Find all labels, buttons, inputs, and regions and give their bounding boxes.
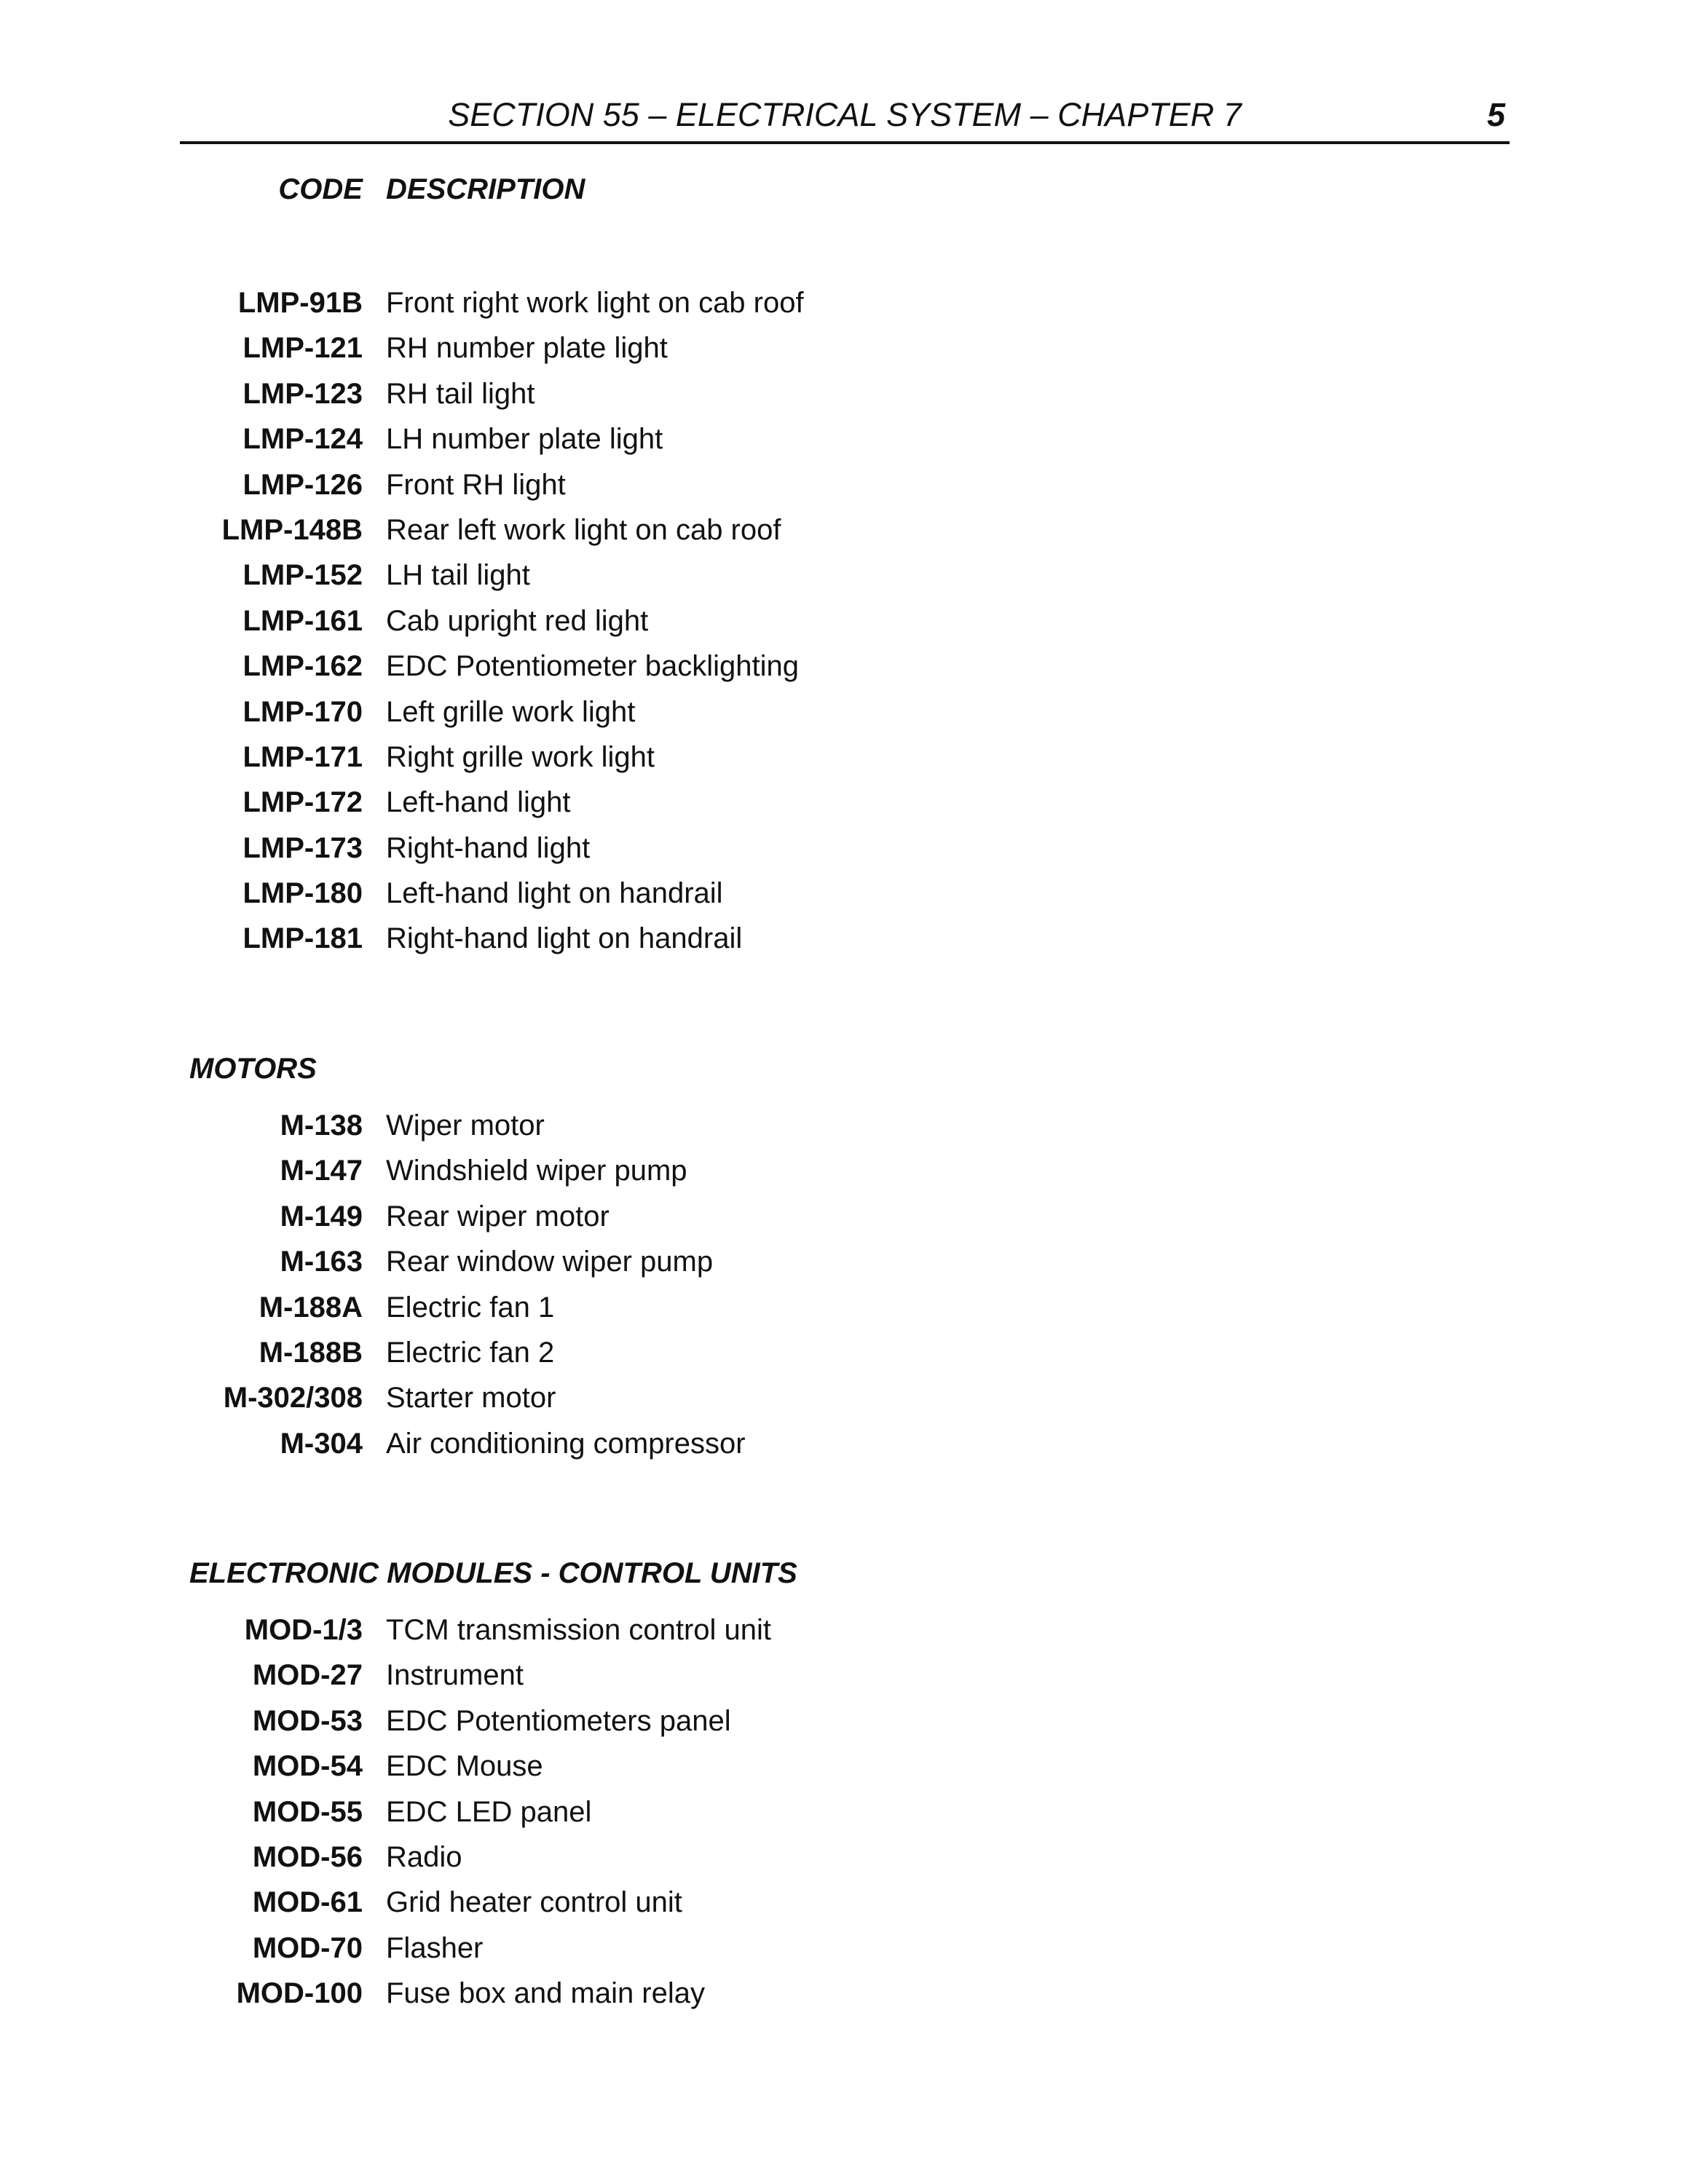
list-item [0,1194,1688,1239]
item-code: MOD-100 [236,1977,363,2010]
list-item [0,1698,1688,1744]
item-description: TCM transmission control unit [386,1614,772,1646]
item-code: LMP-180 [242,877,363,910]
list-item [0,416,1688,462]
item-description: Left-hand light on handrail [386,877,723,910]
item-code: M-149 [280,1200,363,1233]
item-code: LMP-181 [242,922,363,955]
list-item [0,735,1688,780]
item-description: Left grille work light [386,695,636,728]
motors-list [0,1103,1688,1466]
item-description: EDC Potentiometers panel [386,1704,731,1737]
item-description: Front right work light on cab roof [386,287,804,319]
item-code: LMP-123 [242,377,363,410]
list-item [0,1926,1688,1971]
item-description: Grid heater control unit [386,1886,682,1919]
item-description: Fuse box and main relay [386,1977,706,2010]
list-item [0,1744,1688,1789]
item-code: LMP-126 [242,468,363,501]
item-code: LMP-91B [237,287,363,319]
page-header [180,80,1510,144]
item-description: Rear window wiper pump [386,1246,714,1278]
item-code: MOD-53 [252,1704,363,1737]
list-item [0,1607,1688,1653]
item-description: Cab upright red light [386,604,649,637]
list-item [0,1103,1688,1148]
item-code: LMP-121 [242,332,363,365]
list-item [0,871,1688,916]
item-description: Right-hand light on handrail [386,922,743,955]
list-item [0,1421,1688,1466]
item-description: RH number plate light [386,332,668,365]
item-code: MOD-55 [252,1795,363,1828]
item-code: LMP-170 [242,695,363,728]
item-description: Left-hand light [386,786,571,819]
lamps-list [0,280,1688,962]
item-description: LH tail light [386,559,530,592]
item-description: Electric fan 2 [386,1336,555,1369]
item-code: MOD-56 [252,1840,363,1873]
list-item [0,507,1688,553]
page-number: 5 [1486,96,1505,133]
item-code: M-163 [280,1246,363,1278]
item-code: MOD-70 [252,1931,363,1964]
item-code: LMP-171 [242,740,363,773]
list-item [0,1880,1688,1925]
item-code: M-188B [259,1336,363,1369]
list-item [0,1285,1688,1330]
item-code: LMP-148B [221,513,363,546]
list-item [0,689,1688,735]
list-item [0,826,1688,871]
list-item [0,1375,1688,1420]
list-item [0,462,1688,507]
item-code: M-188A [259,1291,363,1324]
item-code: MOD-1/3 [244,1614,363,1646]
list-item [0,1148,1688,1193]
list-item [0,1835,1688,1880]
list-item [0,780,1688,825]
item-description: Right grille work light [386,740,655,773]
item-code: MOD-61 [252,1886,363,1919]
item-description: EDC Potentiometer backlighting [386,650,799,683]
list-item [0,280,1688,325]
item-description: Air conditioning compressor [386,1427,746,1460]
item-code: LMP-172 [242,786,363,819]
item-code: LMP-162 [242,650,363,683]
item-code: MOD-27 [252,1659,363,1692]
item-description: Rear wiper motor [386,1200,610,1233]
list-item [0,1653,1688,1698]
item-description: LH number plate light [386,423,663,456]
list-item [0,1239,1688,1284]
list-item [0,553,1688,598]
item-description: Radio [386,1840,462,1873]
list-item [0,644,1688,689]
column-header-description: DESCRIPTION [386,173,585,205]
item-description: Windshield wiper pump [386,1155,687,1187]
item-description: Electric fan 1 [386,1291,555,1324]
column-header-code: CODE [278,173,363,205]
list-item [0,916,1688,961]
list-item [0,325,1688,371]
item-description: EDC LED panel [386,1795,592,1828]
list-item [0,598,1688,644]
item-code: LMP-173 [242,831,363,864]
item-code: LMP-161 [242,604,363,637]
item-description: Front RH light [386,468,566,501]
item-code: M-147 [280,1155,363,1187]
item-code: MOD-54 [252,1750,363,1783]
item-code: M-304 [280,1427,363,1460]
item-code: LMP-152 [242,559,363,592]
item-description: EDC Mouse [386,1750,543,1783]
list-item [0,1330,1688,1375]
item-description: Wiper motor [386,1109,545,1142]
item-description: Rear left work light on cab roof [386,513,781,546]
section-heading-modules: ELECTRONIC MODULES - CONTROL UNITS [189,1557,797,1589]
item-description: Right-hand light [386,831,591,864]
item-description: RH tail light [386,377,535,410]
item-description: Flasher [386,1931,484,1964]
modules-list [0,1607,1688,2017]
list-item [0,371,1688,416]
section-heading-motors: MOTORS [189,1053,317,1085]
list-item [0,1789,1688,1835]
item-description: Starter motor [386,1382,556,1415]
item-code: M-138 [280,1109,363,1142]
item-description: Instrument [386,1659,524,1692]
item-code: M-302/308 [223,1382,363,1415]
list-item [0,1971,1688,2016]
section-title: SECTION 55 – ELECTRICAL SYSTEM – CHAPTER 7 [448,96,1242,133]
item-code: LMP-124 [242,423,363,456]
